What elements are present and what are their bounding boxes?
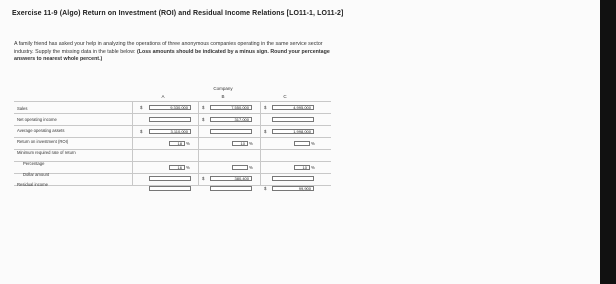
c-roi-field[interactable] <box>294 141 310 146</box>
percent-symbol: % <box>186 165 190 170</box>
a-sales-field[interactable]: 9,330,000 <box>149 105 191 110</box>
exercise-title: Exercise 11-9 (Algo) Return on Investment (ROI) and Residual Income Relations [LO11-1, LO11-2] <box>12 10 344 17</box>
b-dollar-amount-field[interactable]: 380,400 <box>210 176 252 181</box>
b-min-rate-percentage-field[interactable] <box>232 165 248 170</box>
c-sales-field[interactable]: 4,995,000 <box>272 105 314 110</box>
row-label-minimum-required-rate: Minimum required rate of return <box>17 150 76 155</box>
row-divider <box>14 125 331 126</box>
row-divider <box>14 113 331 114</box>
a-residual-income-field[interactable] <box>149 186 191 191</box>
row-label-average-operating-assets: Average operating assets <box>17 128 65 133</box>
currency-symbol: $ <box>140 129 143 134</box>
instructions-line-2 <box>14 49 484 57</box>
currency-symbol: $ <box>202 117 205 122</box>
instructions-line-2-bold: (Loss amounts should be indicated by a minus sign. Round your percentage <box>137 48 330 55</box>
c-residual-income-field[interactable]: 99,900 <box>272 186 314 191</box>
row-divider <box>14 137 331 138</box>
scrollbar[interactable] <box>600 0 616 284</box>
currency-symbol: $ <box>140 105 143 110</box>
a-net-operating-income-field[interactable] <box>149 117 191 122</box>
row-divider <box>14 101 331 102</box>
row-divider <box>14 173 331 174</box>
row-label-residual-income: Residual income <box>17 182 48 187</box>
a-min-rate-percentage-field[interactable]: 16 <box>169 165 185 170</box>
percent-symbol: % <box>249 165 253 170</box>
instructions-line-2-plain: industry. Supply the missing data in the table below: <box>14 48 136 55</box>
column-header-c: C <box>283 94 287 99</box>
b-sales-field[interactable]: 7,550,000 <box>210 105 252 110</box>
company-header: Company <box>213 86 233 91</box>
currency-symbol: $ <box>264 186 267 191</box>
currency-symbol: $ <box>202 105 205 110</box>
column-header-b: B <box>221 94 225 99</box>
b-average-operating-assets-field[interactable] <box>210 129 252 134</box>
row-label-sales: Sales <box>17 106 28 111</box>
a-dollar-amount-field[interactable] <box>149 176 191 181</box>
currency-symbol: $ <box>264 129 267 134</box>
c-net-operating-income-field[interactable] <box>272 117 314 122</box>
b-residual-income-field[interactable] <box>210 186 252 191</box>
row-label-roi: Return on investment (ROI) <box>17 139 69 144</box>
percent-symbol: % <box>311 165 315 170</box>
instructions-line-3 <box>14 56 484 64</box>
column-divider <box>260 101 261 185</box>
column-divider <box>132 101 133 185</box>
data-table <box>14 86 331 189</box>
b-net-operating-income-field[interactable]: 317,000 <box>210 117 252 122</box>
column-divider <box>198 101 199 185</box>
a-roi-field[interactable]: 18 <box>169 141 185 146</box>
currency-symbol: $ <box>202 176 205 181</box>
c-dollar-amount-field[interactable] <box>272 176 314 181</box>
b-roi-field[interactable]: 10 <box>232 141 248 146</box>
column-header-a: A <box>161 94 165 99</box>
percent-symbol: % <box>311 141 315 146</box>
row-label-percentage: Percentage <box>23 161 45 166</box>
percent-symbol: % <box>186 141 190 146</box>
instructions <box>14 41 484 64</box>
instructions-line-1: A family friend has asked your help in analyzing the operations of three anonymous companies operating in the same service sector <box>14 41 323 47</box>
row-label-net-operating-income: Net operating income <box>17 117 57 122</box>
row-label-dollar-amount: Dollar amount <box>23 172 50 177</box>
a-average-operating-assets-field[interactable]: 3,110,000 <box>149 129 191 134</box>
row-divider <box>14 161 331 162</box>
c-average-operating-assets-field[interactable]: 1,998,000 <box>272 129 314 134</box>
c-min-rate-percentage-field[interactable]: 10 <box>294 165 310 170</box>
percent-symbol: % <box>249 141 253 146</box>
currency-symbol: $ <box>264 105 267 110</box>
instructions-line-3-bold: answers to nearest whole percent.) <box>14 56 103 62</box>
